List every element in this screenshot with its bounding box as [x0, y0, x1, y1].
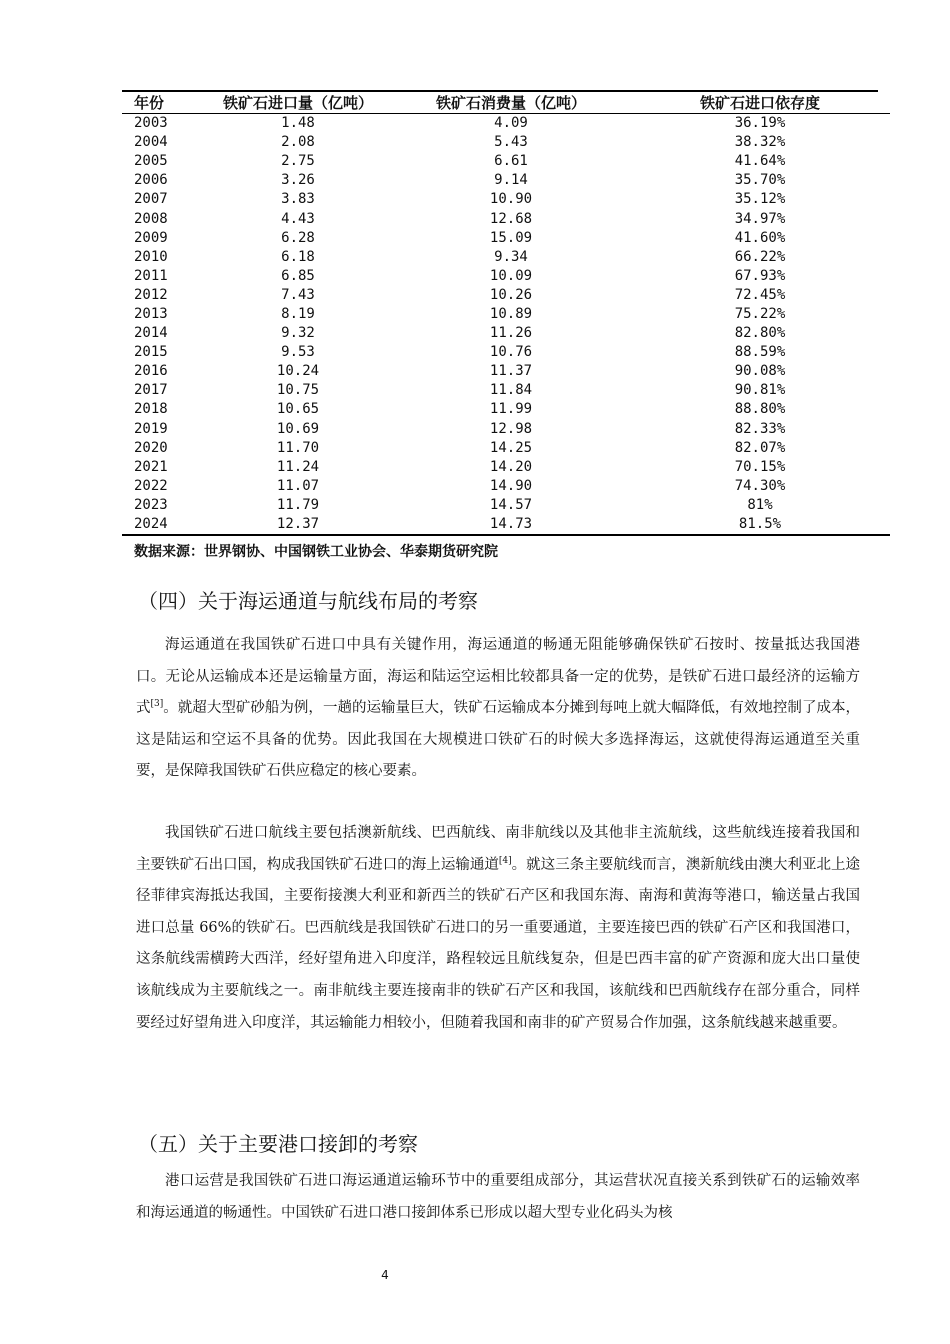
cell-import: 11.70 [276, 439, 320, 456]
cell-year: 2013 [134, 305, 168, 322]
table-row [122, 171, 890, 190]
table-row [122, 324, 890, 343]
table-row [122, 305, 890, 324]
cell-dependency: 75.22% [734, 305, 786, 322]
cell-consumption: 10.26 [489, 286, 533, 303]
cell-dependency: 35.70% [734, 172, 786, 189]
table-row [122, 343, 890, 362]
cell-year: 2015 [134, 344, 168, 361]
cell-consumption: 11.99 [489, 401, 533, 418]
cell-year: 2009 [134, 229, 168, 246]
cell-consumption: 10.76 [489, 344, 533, 361]
cell-import: 3.26 [281, 172, 315, 189]
table-source: 数据来源：世界钢协、中国钢铁工业协会、华泰期货研究院 [134, 544, 498, 560]
cell-consumption: 10.09 [489, 267, 533, 284]
cell-year: 2010 [134, 248, 168, 265]
cell-consumption: 14.90 [489, 477, 533, 494]
cell-import: 6.85 [281, 267, 315, 284]
cell-consumption: 6.61 [494, 153, 528, 170]
table-row [122, 190, 890, 209]
table-header-row [122, 91, 890, 114]
cell-import: 10.75 [276, 382, 320, 399]
cell-consumption: 12.68 [489, 210, 533, 227]
cell-import: 10.24 [276, 363, 320, 380]
table-body [122, 114, 890, 536]
cell-import: 11.79 [276, 496, 320, 513]
cell-dependency: 70.15% [734, 458, 786, 475]
cell-year: 2006 [134, 172, 168, 189]
cell-year: 2003 [134, 115, 168, 132]
cell-year: 2012 [134, 286, 168, 303]
cell-year: 2023 [134, 496, 168, 513]
cell-dependency: 82.07% [734, 439, 786, 456]
text-run: 海运通道在我国铁矿石进口中具有关键作用，海运通道的畅通无阻能够确保铁矿石按时、按量抵达我国港口。无论从运输成本还是运输量方面，海运和陆运空运相比较都具备一定的优势，是铁矿石进口最经济的运输方式 [136, 637, 860, 717]
cell-year: 2022 [134, 477, 168, 494]
section-5-paragraph-1: 港口运营是我国铁矿石进口海运通道运输环节中的重要组成部分，其运营状况直接关系到铁矿石的运输效率和海运通道的畅通性。中国铁矿石进口港口接卸体系已形成以超大型专业化码头为核 [136, 1173, 860, 1221]
table-row [122, 362, 890, 381]
table-row [122, 381, 890, 400]
cell-consumption: 15.09 [489, 229, 533, 246]
section-4-paragraph-1 [136, 630, 860, 788]
cell-dependency: 41.64% [734, 153, 786, 170]
citation-ref: [4] [498, 855, 512, 866]
citation-ref: [3] [150, 699, 164, 710]
cell-import: 10.65 [276, 401, 320, 418]
cell-import: 1.48 [281, 115, 315, 132]
cell-year: 2019 [134, 420, 168, 437]
cell-consumption: 11.37 [489, 363, 533, 380]
cell-dependency: 88.59% [734, 344, 786, 361]
cell-import: 9.32 [281, 325, 315, 342]
iron-ore-table [122, 91, 890, 536]
cell-import: 2.75 [281, 153, 315, 170]
cell-import: 11.24 [276, 458, 320, 475]
cell-year: 2024 [122, 515, 204, 535]
cell-consumption: 9.34 [494, 248, 528, 265]
cell-dependency: 36.19% [734, 115, 786, 132]
text-run: 我国铁矿石进口航线主要包括澳新航线、巴西航线、南非航线以及其他非主流航线，这些航线连接着我国和主要铁矿石出口国，构成我国铁矿石进口的海上运输通道 [136, 825, 860, 873]
cell-consumption: 10.89 [489, 305, 533, 322]
cell-import: 9.53 [281, 344, 315, 361]
cell-year: 2004 [134, 134, 168, 151]
table-row [122, 458, 890, 477]
cell-year: 2017 [134, 382, 168, 399]
cell-dependency: 82.80% [734, 325, 786, 342]
cell-dependency: 67.93% [734, 267, 786, 284]
cell-consumption: 4.09 [494, 115, 528, 132]
cell-year: 2020 [134, 439, 168, 456]
cell-consumption: 5.43 [494, 134, 528, 151]
cell-consumption: 14.57 [489, 496, 533, 513]
cell-import: 3.83 [281, 191, 315, 208]
table-row [122, 439, 890, 458]
cell-consumption: 14.20 [489, 458, 533, 475]
cell-import: 4.43 [281, 210, 315, 227]
header-consumption: 铁矿石消费量（亿吨） [392, 91, 630, 114]
cell-year: 2007 [134, 191, 168, 208]
cell-year: 2014 [134, 325, 168, 342]
table-row [122, 477, 890, 496]
cell-dependency: 72.45% [734, 286, 786, 303]
cell-import: 10.69 [276, 420, 320, 437]
cell-year: 2005 [134, 153, 168, 170]
cell-dependency: 90.81% [734, 382, 786, 399]
table-row [122, 515, 890, 535]
cell-dependency: 38.32% [734, 134, 786, 151]
cell-import: 2.08 [281, 134, 315, 151]
page-number: 4 [381, 1268, 389, 1282]
cell-dependency: 35.12% [734, 191, 786, 208]
cell-consumption: 9.14 [494, 172, 528, 189]
cell-dependency: 81.5% [630, 515, 890, 535]
cell-dependency: 34.97% [734, 210, 786, 227]
cell-import: 7.43 [281, 286, 315, 303]
cell-year: 2018 [134, 401, 168, 418]
section-5-heading: （五）关于主要港口接卸的考察 [138, 1132, 418, 1156]
cell-dependency: 41.60% [734, 229, 786, 246]
cell-dependency: 66.22% [734, 248, 786, 265]
cell-year: 2016 [134, 363, 168, 380]
cell-dependency: 88.80% [734, 401, 786, 418]
text-run: 。就超大型矿砂船为例，一趟的运输量巨大，铁矿石运输成本分摊到每吨上就大幅降低，有效地控制了成本，这是陆运和空运不具备的优势。因此我国在大规模进口铁矿石的时候大多选择海运，这就使得海运通道至关重要，是保障我国铁矿石供应稳定的核心要素。 [136, 700, 860, 780]
table-row [122, 133, 890, 152]
cell-consumption: 14.73 [392, 515, 630, 535]
table-row [122, 209, 890, 228]
table-row [122, 400, 890, 419]
cell-import: 6.18 [281, 248, 315, 265]
cell-consumption: 14.25 [489, 439, 533, 456]
table-row [122, 286, 890, 305]
cell-import: 11.07 [276, 477, 320, 494]
cell-import: 12.37 [204, 515, 392, 535]
table-row [122, 267, 890, 286]
cell-consumption: 10.90 [489, 191, 533, 208]
cell-consumption: 11.26 [489, 325, 533, 342]
cell-import: 8.19 [281, 305, 315, 322]
cell-dependency: 82.33% [734, 420, 786, 437]
section-4-paragraph-2 [136, 818, 860, 1039]
table-row [122, 420, 890, 439]
cell-year: 2008 [134, 210, 168, 227]
table-row [122, 248, 890, 267]
header-import: 铁矿石进口量（亿吨） [204, 91, 392, 114]
table-row [122, 496, 890, 515]
cell-dependency: 81% [747, 496, 773, 513]
table-row [122, 114, 890, 134]
table-row [122, 229, 890, 248]
cell-consumption: 12.98 [489, 420, 533, 437]
cell-year: 2011 [134, 267, 168, 284]
section-4-heading: （四）关于海运通道与航线布局的考察 [138, 589, 478, 613]
cell-import: 6.28 [281, 229, 315, 246]
cell-consumption: 11.84 [489, 382, 533, 399]
cell-dependency: 90.08% [734, 363, 786, 380]
cell-year: 2021 [134, 458, 168, 475]
header-dependency: 铁矿石进口依存度 [630, 91, 890, 114]
cell-dependency: 74.30% [734, 477, 786, 494]
text-run: 。就这三条主要航线而言，澳新航线由澳大利亚北上途径菲律宾海抵达我国，主要衔接澳大利亚和新西兰的铁矿石产区和我国东海、南海和黄海等港口，输送量占我国进口总量 66%的铁矿石。巴西航线是我国铁矿石进口的另一重要通道，主要连接巴西的铁矿石产区和我国港口，这条航线需横跨大西洋，经好望角进入印度洋，路程较远且航线复杂，但是巴西丰富的矿产资源和庞大出口量使该航线成为主要航线之一。南非航线主要连接南非的铁矿石产区和我国，该航线和巴西航线存在部分重合，同样要经过好望角进入印度洋，其运输能力相较小，但随着我国和南非的矿产贸易合作加强，这条航线越来越重要。 [136, 856, 861, 1031]
table-row [122, 152, 890, 171]
header-year: 年份 [122, 91, 204, 114]
